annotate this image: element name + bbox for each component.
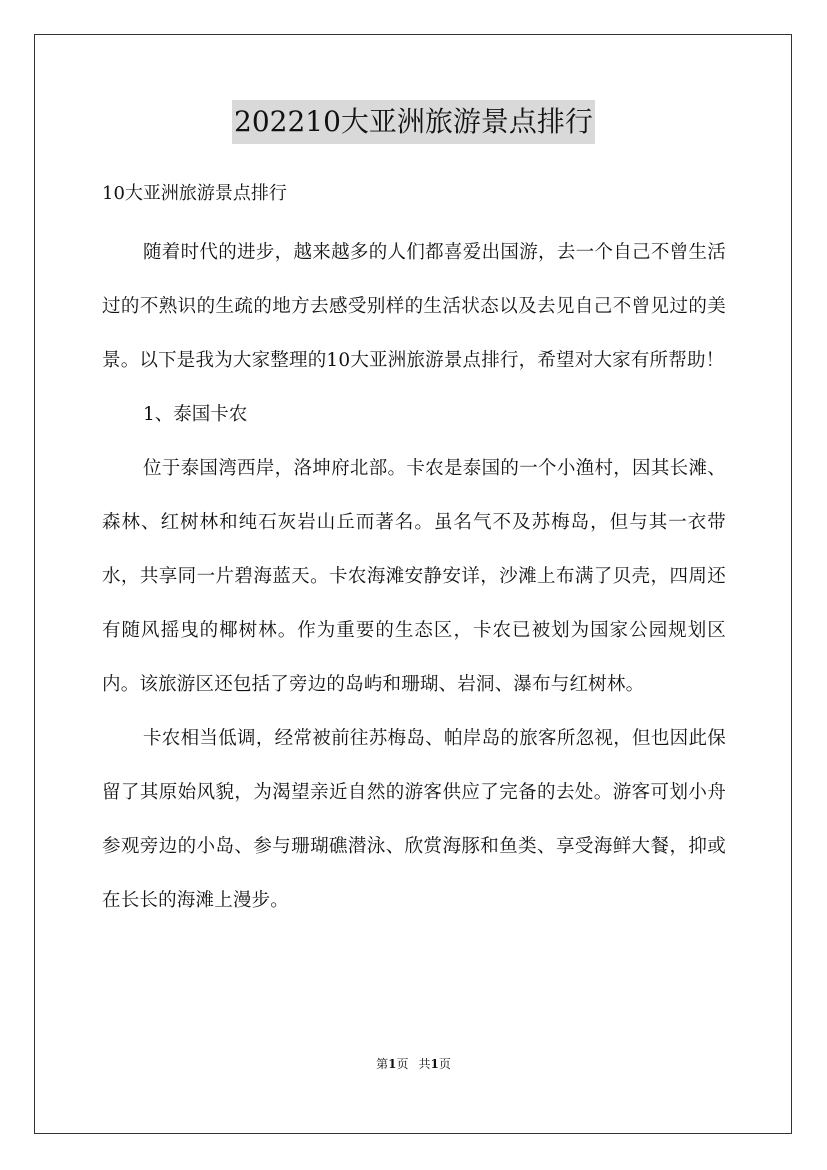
document-body [102,174,726,928]
page-prefix: 第 [376,1057,389,1071]
section1-paragraph-1: 位于泰国湾西岸，洛坤府北部。卡农是泰国的一个小渔村，因其长滩、森林、红树林和纯石灰岩山丘而著名。虽名气不及苏梅岛，但与其一衣带水，共享同一片碧海蓝天。卡农海滩安静安详，沙滩上布满了贝壳，四周还有随风摇曳的椰树林。作为重要的生态区，卡农已被划为国家公园规划区内。该旅游区还包括了旁边的岛屿和珊瑚、岩洞、瀑布与红树林。 [102,458,726,695]
page-current: 1 [388,1057,397,1071]
total-prefix: 共 [418,1057,431,1071]
section1-paragraph-2: 卡农相当低调，经常被前往苏梅岛、帕岸岛的旅客所忽视，但也因此保留了其原始风貌，为渴望亲近自然的游客供应了完备的去处。游客可划小舟参观旁边的小岛、参与珊瑚礁潜泳、欣赏海豚和鱼类、享受海鲜大餐，抑或在长长的海滩上漫步。 [102,728,726,911]
title-container [0,100,827,144]
document-subtitle: 10大亚洲旅游景点排行 [102,183,287,204]
page-total: 1 [430,1057,439,1071]
document-title: 202210大亚洲旅游景点排行 [232,100,595,144]
page-footer [0,1054,827,1074]
intro-paragraph: 随着时代的进步，越来越多的人们都喜爱出国游，去一个自己不曾生活过的不熟识的生疏的地方去感受别样的生活状态以及去见自己不曾见过的美景。以下是我为大家整理的10大亚洲旅游景点排行，希望对大家有所帮助！ [102,242,726,371]
section-heading-1: 1、泰国卡农 [143,404,248,425]
page-suffix: 页 [396,1057,409,1071]
total-suffix: 页 [438,1057,451,1071]
